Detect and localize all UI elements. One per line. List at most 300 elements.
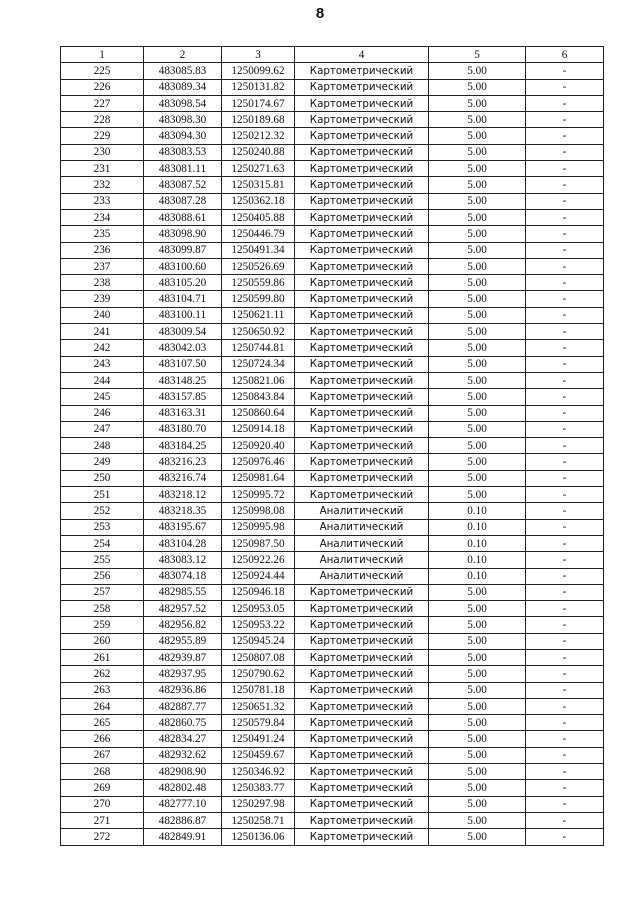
cell-coord-y: 1250621.11 [222,307,295,323]
cell-method: Картометрический [295,95,429,111]
cell-method: Картометрический [295,389,429,405]
cell-accuracy: 5.00 [429,633,526,649]
cell-accuracy: 5.00 [429,584,526,600]
cell-note: - [526,568,604,584]
cell-method: Картометрический [295,698,429,714]
cell-coord-y: 1250945.24 [222,633,295,649]
cell-coord-y: 1250362.18 [222,193,295,209]
cell-point-number: 253 [61,519,144,535]
table-row [61,421,604,437]
cell-coord-y: 1250987.50 [222,535,295,551]
header-cell: 5 [429,47,526,63]
cell-method: Картометрический [295,340,429,356]
cell-point-number: 242 [61,340,144,356]
table-row [61,95,604,111]
table-row [61,633,604,649]
cell-coord-y: 1250383.77 [222,780,295,796]
cell-method: Картометрический [295,356,429,372]
cell-point-number: 227 [61,95,144,111]
cell-coord-x: 483184.25 [144,438,222,454]
cell-accuracy: 5.00 [429,438,526,454]
cell-coord-x: 482932.62 [144,747,222,763]
cell-method: Картометрический [295,682,429,698]
table-row [61,454,604,470]
cell-note: - [526,324,604,340]
cell-point-number: 263 [61,682,144,698]
table-row [61,829,604,845]
cell-accuracy: 5.00 [429,601,526,617]
cell-accuracy: 5.00 [429,144,526,160]
cell-point-number: 229 [61,128,144,144]
table-row [61,747,604,763]
cell-note: - [526,747,604,763]
cell-point-number: 254 [61,535,144,551]
cell-method: Картометрический [295,715,429,731]
cell-note: - [526,487,604,503]
cell-coord-y: 1250920.40 [222,438,295,454]
header-cell: 4 [295,47,429,63]
cell-accuracy: 5.00 [429,340,526,356]
cell-accuracy: 5.00 [429,112,526,128]
table-row [61,519,604,535]
cell-method: Картометрический [295,372,429,388]
cell-coord-x: 483083.12 [144,552,222,568]
cell-coord-y: 1250821.06 [222,372,295,388]
table-row [61,291,604,307]
cell-coord-x: 483148.25 [144,372,222,388]
cell-accuracy: 0.10 [429,519,526,535]
cell-accuracy: 5.00 [429,617,526,633]
cell-accuracy: 5.00 [429,193,526,209]
cell-note: - [526,796,604,812]
header-cell: 2 [144,47,222,63]
table-body [61,63,604,845]
table-row [61,209,604,225]
cell-method: Картометрический [295,112,429,128]
cell-coord-x: 482985.55 [144,584,222,600]
cell-method: Картометрический [295,633,429,649]
cell-accuracy: 5.00 [429,79,526,95]
cell-coord-x: 483195.67 [144,519,222,535]
cell-coord-y: 1250998.08 [222,503,295,519]
cell-coord-y: 1250174.67 [222,95,295,111]
cell-note: - [526,242,604,258]
cell-method: Картометрический [295,470,429,486]
cell-method: Картометрический [295,829,429,845]
cell-note: - [526,519,604,535]
cell-method: Аналитический [295,552,429,568]
cell-accuracy: 5.00 [429,95,526,111]
table-row [61,812,604,828]
cell-note: - [526,764,604,780]
cell-accuracy: 5.00 [429,470,526,486]
cell-note: - [526,63,604,79]
cell-coord-x: 483218.35 [144,503,222,519]
cell-coord-y: 1250807.08 [222,649,295,665]
table-row [61,340,604,356]
cell-accuracy: 5.00 [429,454,526,470]
cell-coord-x: 483087.28 [144,193,222,209]
cell-accuracy: 0.10 [429,552,526,568]
cell-point-number: 246 [61,405,144,421]
cell-method: Аналитический [295,503,429,519]
table-row [61,617,604,633]
table-row [61,666,604,682]
cell-method: Картометрический [295,209,429,225]
cell-coord-x: 483083.53 [144,144,222,160]
cell-accuracy: 0.10 [429,535,526,551]
header-cell: 6 [526,47,604,63]
cell-coord-y: 1250843.84 [222,389,295,405]
cell-coord-x: 483074.18 [144,568,222,584]
table-row [61,177,604,193]
cell-coord-y: 1250995.72 [222,487,295,503]
cell-note: - [526,829,604,845]
cell-point-number: 256 [61,568,144,584]
cell-coord-y: 1250579.84 [222,715,295,731]
cell-accuracy: 5.00 [429,324,526,340]
cell-accuracy: 5.00 [429,242,526,258]
cell-point-number: 226 [61,79,144,95]
cell-point-number: 249 [61,454,144,470]
table-row [61,584,604,600]
cell-accuracy: 5.00 [429,258,526,274]
table-row [61,79,604,95]
cell-note: - [526,421,604,437]
cell-accuracy: 0.10 [429,503,526,519]
cell-accuracy: 5.00 [429,63,526,79]
cell-coord-y: 1250976.46 [222,454,295,470]
cell-point-number: 228 [61,112,144,128]
cell-note: - [526,79,604,95]
header-row [61,47,604,63]
cell-note: - [526,144,604,160]
cell-accuracy: 5.00 [429,764,526,780]
cell-accuracy: 5.00 [429,161,526,177]
cell-coord-x: 483099.87 [144,242,222,258]
cell-coord-y: 1250136.06 [222,829,295,845]
cell-point-number: 257 [61,584,144,600]
cell-point-number: 268 [61,764,144,780]
cell-coord-x: 483180.70 [144,421,222,437]
table-row [61,601,604,617]
cell-accuracy: 5.00 [429,421,526,437]
cell-method: Картометрический [295,177,429,193]
cell-point-number: 243 [61,356,144,372]
cell-note: - [526,715,604,731]
table-row [61,438,604,454]
cell-coord-x: 482956.82 [144,617,222,633]
cell-point-number: 255 [61,552,144,568]
cell-point-number: 240 [61,307,144,323]
table-row [61,552,604,568]
cell-point-number: 264 [61,698,144,714]
cell-note: - [526,356,604,372]
cell-note: - [526,372,604,388]
cell-method: Картометрический [295,731,429,747]
cell-coord-y: 1250860.64 [222,405,295,421]
cell-accuracy: 5.00 [429,389,526,405]
cell-coord-y: 1250781.18 [222,682,295,698]
cell-point-number: 260 [61,633,144,649]
cell-coord-x: 483081.11 [144,161,222,177]
cell-point-number: 245 [61,389,144,405]
cell-note: - [526,340,604,356]
cell-accuracy: 5.00 [429,275,526,291]
cell-method: Картометрический [295,291,429,307]
cell-coord-x: 483087.52 [144,177,222,193]
cell-note: - [526,780,604,796]
cell-coord-x: 483218.12 [144,487,222,503]
cell-method: Картометрический [295,405,429,421]
cell-method: Картометрический [295,764,429,780]
cell-coord-y: 1250189.68 [222,112,295,128]
cell-coord-x: 483098.90 [144,226,222,242]
cell-accuracy: 5.00 [429,698,526,714]
cell-coord-y: 1250724.34 [222,356,295,372]
cell-coord-x: 482908.90 [144,764,222,780]
cell-accuracy: 5.00 [429,128,526,144]
table-row [61,796,604,812]
table-row [61,307,604,323]
cell-point-number: 237 [61,258,144,274]
cell-point-number: 266 [61,731,144,747]
cell-coord-y: 1250946.18 [222,584,295,600]
cell-coord-y: 1250459.67 [222,747,295,763]
cell-point-number: 259 [61,617,144,633]
cell-method: Аналитический [295,535,429,551]
cell-coord-y: 1250240.88 [222,144,295,160]
cell-point-number: 232 [61,177,144,193]
cell-coord-y: 1250995.98 [222,519,295,535]
cell-method: Картометрический [295,128,429,144]
cell-point-number: 251 [61,487,144,503]
cell-coord-y: 1250405.88 [222,209,295,225]
cell-method: Картометрический [295,438,429,454]
cell-note: - [526,812,604,828]
cell-coord-x: 483107.50 [144,356,222,372]
cell-note: - [526,405,604,421]
table-row [61,470,604,486]
table-row [61,275,604,291]
table-row [61,63,604,79]
cell-point-number: 270 [61,796,144,812]
cell-coord-x: 483104.71 [144,291,222,307]
cell-method: Картометрический [295,242,429,258]
cell-coord-x: 482937.95 [144,666,222,682]
cell-coord-y: 1250651.32 [222,698,295,714]
cell-note: - [526,226,604,242]
table-row [61,144,604,160]
table-row [61,503,604,519]
cell-coord-x: 483085.83 [144,63,222,79]
cell-point-number: 261 [61,649,144,665]
cell-coord-x: 483089.34 [144,79,222,95]
cell-accuracy: 5.00 [429,666,526,682]
cell-method: Картометрический [295,796,429,812]
cell-note: - [526,617,604,633]
table-row [61,698,604,714]
cell-method: Картометрический [295,584,429,600]
cell-method: Картометрический [295,144,429,160]
cell-note: - [526,291,604,307]
cell-coord-y: 1250446.79 [222,226,295,242]
cell-point-number: 247 [61,421,144,437]
cell-method: Аналитический [295,568,429,584]
cell-method: Картометрический [295,421,429,437]
cell-point-number: 239 [61,291,144,307]
cell-note: - [526,682,604,698]
cell-note: - [526,601,604,617]
cell-coord-x: 482936.86 [144,682,222,698]
cell-method: Картометрический [295,324,429,340]
cell-coord-y: 1250099.62 [222,63,295,79]
table-row [61,535,604,551]
cell-note: - [526,193,604,209]
cell-note: - [526,584,604,600]
cell-coord-y: 1250271.63 [222,161,295,177]
cell-coord-x: 483105.20 [144,275,222,291]
table-row [61,682,604,698]
cell-point-number: 225 [61,63,144,79]
cell-accuracy: 5.00 [429,829,526,845]
cell-accuracy: 5.00 [429,747,526,763]
cell-note: - [526,649,604,665]
cell-point-number: 271 [61,812,144,828]
table-row [61,226,604,242]
cell-method: Картометрический [295,193,429,209]
cell-coord-x: 483104.28 [144,535,222,551]
cell-coord-x: 483009.54 [144,324,222,340]
cell-accuracy: 5.00 [429,356,526,372]
table-row [61,324,604,340]
cell-coord-y: 1250258.71 [222,812,295,828]
cell-coord-x: 483088.61 [144,209,222,225]
cell-method: Картометрический [295,780,429,796]
cell-method: Картометрический [295,63,429,79]
cell-coord-y: 1250981.64 [222,470,295,486]
cell-coord-y: 1250526.69 [222,258,295,274]
cell-note: - [526,275,604,291]
cell-method: Картометрический [295,454,429,470]
cell-note: - [526,731,604,747]
cell-point-number: 231 [61,161,144,177]
cell-accuracy: 5.00 [429,715,526,731]
cell-point-number: 233 [61,193,144,209]
cell-coord-x: 482849.91 [144,829,222,845]
table-row [61,258,604,274]
cell-note: - [526,470,604,486]
table-row [61,649,604,665]
cell-note: - [526,258,604,274]
cell-note: - [526,112,604,128]
cell-coord-x: 483216.74 [144,470,222,486]
cell-accuracy: 5.00 [429,209,526,225]
cell-point-number: 248 [61,438,144,454]
table-row [61,780,604,796]
table-row [61,487,604,503]
cell-coord-x: 483098.30 [144,112,222,128]
cell-note: - [526,209,604,225]
cell-method: Картометрический [295,812,429,828]
cell-point-number: 252 [61,503,144,519]
table-row [61,568,604,584]
cell-coord-x: 483216.23 [144,454,222,470]
cell-point-number: 234 [61,209,144,225]
cell-point-number: 250 [61,470,144,486]
cell-method: Картометрический [295,487,429,503]
cell-note: - [526,666,604,682]
cell-coord-x: 483100.60 [144,258,222,274]
cell-coord-x: 483098.54 [144,95,222,111]
cell-coord-x: 482886.87 [144,812,222,828]
cell-accuracy: 5.00 [429,372,526,388]
cell-note: - [526,307,604,323]
cell-coord-y: 1250212.32 [222,128,295,144]
table-row [61,372,604,388]
cell-note: - [526,454,604,470]
cell-coord-y: 1250131.82 [222,79,295,95]
cell-coord-y: 1250346.92 [222,764,295,780]
cell-method: Картометрический [295,307,429,323]
cell-coord-x: 483163.31 [144,405,222,421]
table-row [61,242,604,258]
cell-accuracy: 5.00 [429,307,526,323]
cell-method: Картометрический [295,258,429,274]
cell-coord-y: 1250924.44 [222,568,295,584]
table-row [61,731,604,747]
cell-note: - [526,128,604,144]
table-row [61,128,604,144]
cell-note: - [526,503,604,519]
cell-accuracy: 5.00 [429,487,526,503]
cell-method: Картометрический [295,649,429,665]
table-row [61,715,604,731]
cell-note: - [526,95,604,111]
cell-accuracy: 5.00 [429,177,526,193]
cell-method: Аналитический [295,519,429,535]
cell-point-number: 235 [61,226,144,242]
cell-point-number: 230 [61,144,144,160]
cell-coord-x: 482887.77 [144,698,222,714]
cell-coord-x: 483100.11 [144,307,222,323]
cell-point-number: 236 [61,242,144,258]
cell-point-number: 269 [61,780,144,796]
cell-accuracy: 5.00 [429,405,526,421]
cell-coord-x: 483094.30 [144,128,222,144]
cell-note: - [526,698,604,714]
cell-method: Картометрический [295,617,429,633]
cell-accuracy: 5.00 [429,780,526,796]
cell-coord-x: 482777.10 [144,796,222,812]
table-row [61,405,604,421]
cell-point-number: 272 [61,829,144,845]
header-cell: 1 [61,47,144,63]
cell-method: Картометрический [295,747,429,763]
cell-method: Картометрический [295,275,429,291]
cell-coord-y: 1250922.26 [222,552,295,568]
cell-note: - [526,177,604,193]
cell-coord-x: 482957.52 [144,601,222,617]
header-cell: 3 [222,47,295,63]
cell-coord-y: 1250953.05 [222,601,295,617]
cell-coord-x: 482834.27 [144,731,222,747]
cell-coord-x: 482860.75 [144,715,222,731]
cell-coord-y: 1250914.18 [222,421,295,437]
cell-accuracy: 5.00 [429,291,526,307]
cell-coord-y: 1250315.81 [222,177,295,193]
table-row [61,764,604,780]
